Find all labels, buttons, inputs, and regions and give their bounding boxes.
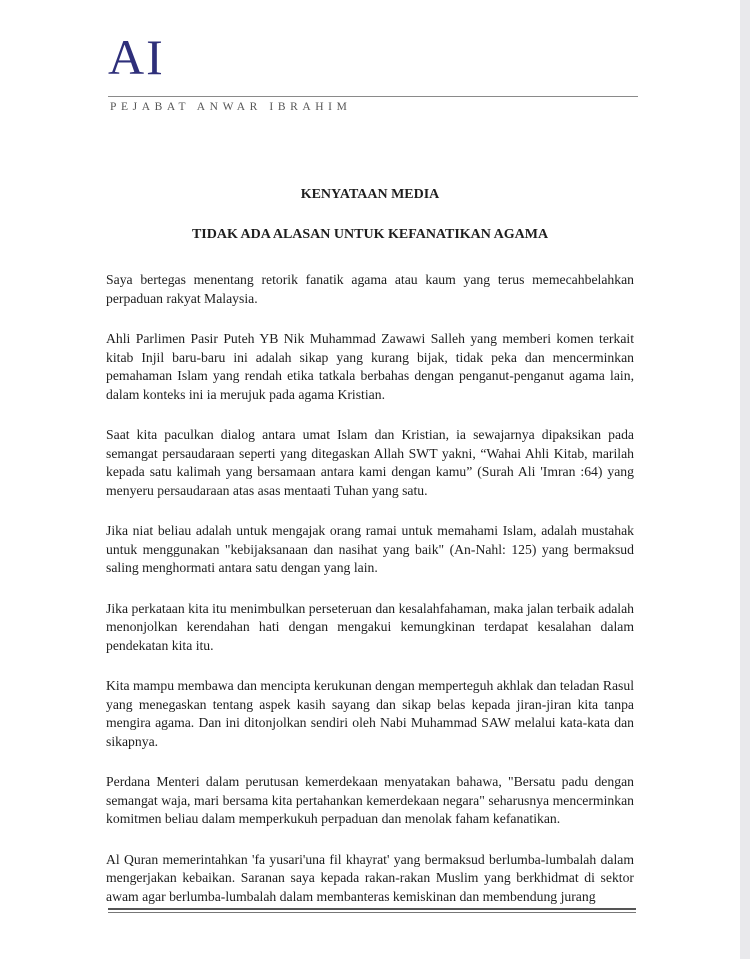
- paragraph: Jika niat beliau adalah untuk mengajak orang ramai untuk memahami Islam, adalah mustahak untuk menggunakan "kebijaksanaan dan nasihat yang baik" (An-Nahl: 125) yang bermaksud saling menghormati antara satu dengan yang lain.: [106, 523, 634, 575]
- paragraph: Ahli Parlimen Pasir Puteh YB Nik Muhammad Zawawi Salleh yang memberi komen terkait kitab Injil baru-baru ini adalah sikap yang kurang bijak, tidak peka dan mencerminkan pemahaman Islam yang rendah etika tatkala berbahas dengan penganut-penganut agama lain, dalam konteks ini ia merujuk pada agama Kristian.: [106, 331, 634, 402]
- paragraph: Perdana Menteri dalam perutusan kemerdekaan menyatakan bahawa, "Bersatu padu dengan semangat waja, mari bersama kita pertahankan kemerdekaan negara" seharusnya mencerminkan komitmen beliau dalam memperkukuh perpaduan dan menolak faham kefanatikan.: [106, 774, 634, 826]
- header-divider: [108, 96, 638, 97]
- paragraph: Saat kita paculkan dialog antara umat Islam dan Kristian, ia sewajarnya dipaksikan pada semangat persaudaraan seperti yang ditegaskan Allah SWT yakni, “Wahai Ahli Kitab, marilah kepada satu kalimah yang bersamaan antara kami dengan kamu” (Surah Ali 'Imran :64) yang menyeru persaudaraan atas asas mentaati Tuhan yang satu.: [106, 427, 634, 498]
- footer-divider-secondary: [108, 912, 636, 913]
- document-type-heading: KENYATAAN MEDIA: [300, 187, 440, 202]
- paragraph: Saya bertegas menentang retorik fanatik agama atau kaum yang terus memecahbelahkan perpaduan rakyat Malaysia.: [106, 272, 634, 306]
- document-title: TIDAK ADA ALASAN UNTUK KEFANATIKAN AGAMA: [191, 227, 549, 242]
- paragraph: Jika perkataan kita itu menimbulkan perseteruan dan kesalahfahaman, maka jalan terbaik adalah menonjolkan kerendahan hati dengan mengakui kemungkinan terdapat kesalahan dalam pendekatan kita itu.: [106, 600, 634, 653]
- paragraph: Kita mampu membawa dan mencipta kerukunan dengan memperteguh akhlak dan teladan Rasul yang menegaskan tentang aspek kasih sayang dan sikap belas kepada jiran-jiran kita tanpa mengira agama. Dan ini ditonjolkan sendiri oleh Nabi Muhammad SAW melalui kata-kata dan sikapnya.: [106, 678, 634, 749]
- logo: AI: [108, 29, 165, 85]
- document-body: [106, 271, 634, 906]
- paragraph: Al Quran memerintahkan 'fa yusari'una fil khayrat' yang bermaksud berlumba-lumbalah dalam mengerjakan kebaikan. Saranan saya kepada rakan-rakan Muslim yang berkhidmat di sektor awam agar berlumba-lumbalah dalam membanteras kemiskinan dan membendung jurang: [106, 851, 634, 904]
- page-edge: [740, 0, 750, 959]
- footer-divider: [108, 908, 636, 910]
- org-name: PEJABAT ANWAR IBRAHIM: [110, 101, 352, 113]
